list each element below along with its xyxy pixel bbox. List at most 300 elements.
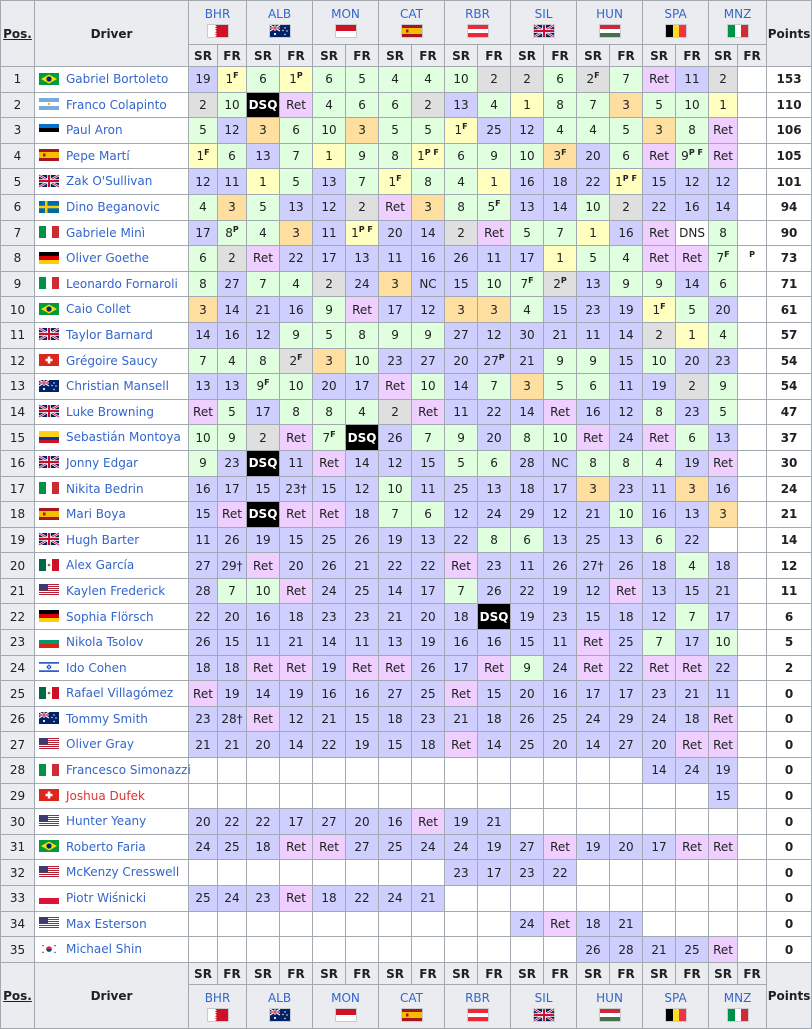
result-value: 25 bbox=[321, 532, 337, 547]
result-cell bbox=[511, 604, 544, 630]
result-cell bbox=[577, 118, 610, 144]
driver-name-link[interactable]: Michael Shin bbox=[66, 942, 142, 957]
round-code[interactable]: HUN bbox=[596, 991, 623, 1005]
result-cell bbox=[738, 630, 767, 656]
result-value: 9 bbox=[556, 353, 564, 368]
result-cell bbox=[189, 681, 218, 707]
result-value: 4 bbox=[622, 251, 630, 266]
result-value: 3 bbox=[457, 302, 465, 317]
result-cell bbox=[676, 246, 709, 272]
result-value: 20 bbox=[618, 840, 634, 855]
driver-name-link[interactable]: Jonny Edgar bbox=[66, 455, 139, 470]
result-cell bbox=[218, 92, 247, 118]
driver-name-link[interactable]: Mari Boya bbox=[66, 507, 126, 522]
result-cell bbox=[709, 425, 738, 451]
flag-uk-icon bbox=[39, 328, 61, 342]
result-cell bbox=[676, 630, 709, 656]
result-value: Ret bbox=[682, 840, 702, 855]
result-cell bbox=[313, 758, 346, 784]
result-value: 24 bbox=[618, 430, 634, 445]
result-cell bbox=[445, 886, 478, 912]
driver-name-link[interactable]: Caio Collet bbox=[66, 302, 131, 317]
result-cell bbox=[577, 783, 610, 809]
round-alb-header[interactable] bbox=[247, 1, 313, 45]
result-cell bbox=[511, 143, 544, 169]
driver-name-link[interactable]: Nikita Bedrin bbox=[66, 481, 144, 496]
result-value: 28 bbox=[618, 942, 634, 957]
result-cell bbox=[478, 553, 511, 579]
flag-australia-icon bbox=[269, 24, 291, 38]
result-cell bbox=[247, 834, 280, 860]
position-cell: 7 bbox=[1, 220, 35, 246]
result-cell bbox=[478, 143, 511, 169]
result-cell bbox=[676, 860, 709, 886]
driver-cell bbox=[35, 630, 189, 656]
round-code[interactable]: BHR bbox=[204, 7, 231, 21]
result-value: 3 bbox=[553, 149, 562, 164]
driver-cell bbox=[35, 476, 189, 502]
result-cell bbox=[280, 374, 313, 400]
result-value: 10 bbox=[321, 123, 337, 138]
result-cell bbox=[577, 450, 610, 476]
result-value: 13 bbox=[715, 430, 731, 445]
position-cell: 5 bbox=[1, 169, 35, 195]
result-cell bbox=[643, 732, 676, 758]
result-value: 2 bbox=[457, 225, 465, 240]
result-cell bbox=[577, 67, 610, 93]
driver-name-link[interactable]: Gabriel Bortoleto bbox=[66, 72, 169, 87]
result-cell bbox=[544, 732, 577, 758]
points-footer: Points bbox=[767, 963, 812, 1029]
round-cat-header[interactable] bbox=[379, 1, 445, 45]
result-cell bbox=[445, 937, 478, 963]
result-value: Ret bbox=[286, 891, 306, 906]
driver-name-link[interactable]: Sophia Flörsch bbox=[66, 609, 154, 624]
session-sr-header: SR bbox=[511, 45, 544, 67]
result-cell bbox=[313, 834, 346, 860]
result-value: 8 bbox=[225, 225, 233, 240]
result-cell bbox=[280, 886, 313, 912]
round-mon-footer[interactable] bbox=[313, 985, 379, 1029]
position-cell: 20 bbox=[1, 553, 35, 579]
position-cell: 15 bbox=[1, 425, 35, 451]
session-fr-header: FR bbox=[478, 45, 511, 67]
round-code[interactable]: SIL bbox=[534, 7, 553, 21]
result-value: 28 bbox=[195, 584, 211, 599]
result-cell bbox=[544, 476, 577, 502]
driver-name-link[interactable]: Hugh Barter bbox=[66, 532, 140, 547]
round-code[interactable]: RBR bbox=[465, 991, 490, 1005]
table-row bbox=[1, 527, 812, 553]
result-annotation: P bbox=[560, 276, 567, 286]
round-mon-header[interactable] bbox=[313, 1, 379, 45]
result-cell bbox=[189, 630, 218, 656]
round-cat-footer[interactable] bbox=[379, 985, 445, 1029]
table-row bbox=[1, 271, 812, 297]
result-cell bbox=[709, 220, 738, 246]
result-value: Ret bbox=[550, 916, 570, 931]
result-cell bbox=[346, 92, 379, 118]
driver-cell bbox=[35, 860, 189, 886]
driver-name-link[interactable]: Tommy Smith bbox=[66, 711, 148, 726]
round-sil-header[interactable] bbox=[511, 1, 577, 45]
result-cell bbox=[738, 937, 767, 963]
result-value: 17 bbox=[486, 865, 502, 880]
result-value: 5 bbox=[622, 123, 630, 138]
result-value: 18 bbox=[354, 507, 370, 522]
driver-name-link[interactable]: Dino Beganovic bbox=[66, 200, 160, 215]
round-hun-footer[interactable] bbox=[577, 985, 643, 1029]
round-code[interactable]: SPA bbox=[664, 991, 687, 1005]
result-cell bbox=[738, 758, 767, 784]
round-code[interactable]: CAT bbox=[400, 991, 424, 1005]
result-value: 15 bbox=[288, 532, 304, 547]
result-value: 22 bbox=[195, 609, 211, 624]
result-cell bbox=[577, 655, 610, 681]
result-cell bbox=[643, 578, 676, 604]
result-cell bbox=[280, 834, 313, 860]
round-bhr-header[interactable] bbox=[189, 1, 247, 45]
points-cell: 73 bbox=[767, 246, 812, 272]
result-value: 22 bbox=[354, 891, 370, 906]
result-cell bbox=[643, 143, 676, 169]
result-value: 2 bbox=[523, 72, 531, 87]
result-value: 7 bbox=[716, 251, 725, 266]
result-cell bbox=[189, 911, 218, 937]
round-spa-footer[interactable] bbox=[643, 985, 709, 1029]
result-value: 18 bbox=[224, 660, 240, 675]
driver-cell bbox=[35, 297, 189, 323]
result-value: 6 bbox=[523, 532, 531, 547]
result-value: 15 bbox=[224, 635, 240, 650]
result-cell bbox=[313, 297, 346, 323]
result-annotation: F bbox=[462, 122, 468, 132]
driver-name-link[interactable]: Gabriele Minì bbox=[66, 225, 146, 240]
table-row bbox=[1, 758, 812, 784]
driver-name-link[interactable]: Hunter Yeany bbox=[66, 814, 147, 829]
result-cell bbox=[412, 169, 445, 195]
driver-name-link[interactable]: Piotr Wiśnicki bbox=[66, 891, 147, 906]
result-value: 14 bbox=[519, 405, 535, 420]
driver-name-link[interactable]: Leonardo Fornaroli bbox=[66, 276, 178, 291]
result-cell bbox=[280, 630, 313, 656]
flag-belgium-icon bbox=[665, 1008, 687, 1022]
result-value: 22 bbox=[420, 558, 436, 573]
result-cell bbox=[709, 67, 738, 93]
result-cell bbox=[412, 553, 445, 579]
pos-header: Pos. bbox=[1, 1, 35, 67]
driver-name-link[interactable]: Roberto Faria bbox=[66, 839, 146, 854]
result-value: 4 bbox=[228, 353, 236, 368]
result-cell bbox=[346, 578, 379, 604]
driver-name-link[interactable]: Ido Cohen bbox=[66, 660, 127, 675]
result-cell bbox=[738, 67, 767, 93]
driver-name-link[interactable]: Max Esterson bbox=[66, 916, 147, 931]
result-value: 26 bbox=[321, 558, 337, 573]
result-cell bbox=[346, 194, 379, 220]
points-cell: 2 bbox=[767, 655, 812, 681]
round-alb-footer[interactable] bbox=[247, 985, 313, 1029]
result-value: 23 bbox=[354, 609, 370, 624]
result-cell bbox=[676, 911, 709, 937]
result-cell bbox=[218, 578, 247, 604]
result-cell bbox=[676, 655, 709, 681]
flag-estonia-icon bbox=[39, 124, 61, 138]
result-annotation: F bbox=[724, 250, 730, 260]
result-value: Ret bbox=[319, 456, 339, 471]
round-code[interactable]: MNZ bbox=[723, 7, 752, 21]
result-cell bbox=[709, 322, 738, 348]
result-cell bbox=[218, 118, 247, 144]
result-cell bbox=[577, 937, 610, 963]
round-mnz-header[interactable] bbox=[709, 1, 767, 45]
round-bhr-footer[interactable] bbox=[189, 985, 247, 1029]
result-cell bbox=[478, 860, 511, 886]
session-fr-footer: FR bbox=[218, 963, 247, 985]
result-annotation: F bbox=[660, 301, 666, 311]
result-cell bbox=[346, 399, 379, 425]
result-cell bbox=[445, 732, 478, 758]
result-value: Ret bbox=[286, 660, 306, 675]
result-value: Ret bbox=[352, 660, 372, 675]
result-cell bbox=[478, 450, 511, 476]
driver-cell bbox=[35, 578, 189, 604]
result-cell bbox=[610, 758, 643, 784]
result-value: 20 bbox=[651, 737, 667, 752]
flag-germany-icon bbox=[39, 252, 61, 266]
result-value: 11 bbox=[420, 481, 436, 496]
result-value: 26 bbox=[519, 712, 535, 727]
result-value: 9 bbox=[719, 379, 727, 394]
round-code[interactable]: SIL bbox=[534, 991, 553, 1005]
round-hun-header[interactable] bbox=[577, 1, 643, 45]
round-code[interactable]: SPA bbox=[664, 7, 687, 21]
result-value: 7 bbox=[622, 72, 630, 87]
result-cell bbox=[247, 758, 280, 784]
round-code[interactable]: ALB bbox=[267, 7, 292, 21]
result-cell bbox=[511, 706, 544, 732]
round-code[interactable]: ALB bbox=[267, 991, 292, 1005]
round-code[interactable]: MON bbox=[331, 7, 360, 21]
result-cell bbox=[478, 809, 511, 835]
result-value: Ret bbox=[352, 302, 372, 317]
result-cell bbox=[544, 706, 577, 732]
driver-name-link[interactable]: Sebastián Montoya bbox=[66, 430, 181, 445]
round-rbr-header[interactable] bbox=[445, 1, 511, 45]
result-value: 27 bbox=[483, 353, 499, 368]
table-row bbox=[1, 706, 812, 732]
flag-italy-icon bbox=[39, 277, 61, 291]
result-cell bbox=[577, 425, 610, 451]
result-cell bbox=[577, 476, 610, 502]
session-fr-header: FR bbox=[544, 45, 577, 67]
result-value: 5 bbox=[719, 405, 727, 420]
result-cell bbox=[643, 450, 676, 476]
result-cell bbox=[247, 92, 280, 118]
round-code[interactable]: BHR bbox=[204, 991, 231, 1005]
driver-name-link[interactable]: McKenzy Cresswell bbox=[66, 865, 180, 880]
result-cell bbox=[738, 220, 767, 246]
result-cell bbox=[445, 143, 478, 169]
driver-name-link[interactable]: Taylor Barnard bbox=[66, 327, 153, 342]
result-value: Ret bbox=[451, 558, 471, 573]
result-value: 3 bbox=[292, 225, 300, 240]
result-value: Ret bbox=[713, 149, 733, 164]
result-cell bbox=[247, 476, 280, 502]
result-value: 7 bbox=[228, 584, 236, 599]
result-value: 13 bbox=[354, 251, 370, 266]
result-value: Ret bbox=[286, 840, 306, 855]
result-value: 15 bbox=[651, 174, 667, 189]
result-cell bbox=[610, 322, 643, 348]
driver-name-link[interactable]: Nikola Tsolov bbox=[66, 635, 144, 650]
round-code[interactable]: CAT bbox=[400, 7, 424, 21]
driver-cell bbox=[35, 655, 189, 681]
pos-footer: Pos. bbox=[1, 963, 35, 1029]
result-cell bbox=[445, 860, 478, 886]
result-value: 5 bbox=[457, 456, 465, 471]
round-code[interactable]: HUN bbox=[596, 7, 623, 21]
result-annotation: P F bbox=[424, 148, 439, 158]
result-cell bbox=[577, 834, 610, 860]
driver-name-link[interactable]: Joshua Dufek bbox=[66, 788, 145, 803]
result-value: 8 bbox=[688, 123, 696, 138]
driver-cell bbox=[35, 169, 189, 195]
result-value: 8 bbox=[719, 225, 727, 240]
driver-name-link[interactable]: Oliver Gray bbox=[66, 737, 135, 752]
result-cell bbox=[478, 578, 511, 604]
result-cell bbox=[379, 886, 412, 912]
driver-name-link[interactable]: Luke Browning bbox=[66, 404, 155, 419]
table-row bbox=[1, 681, 812, 707]
result-cell bbox=[189, 834, 218, 860]
result-value: 19 bbox=[354, 737, 370, 752]
result-cell bbox=[577, 169, 610, 195]
flag-italy-icon bbox=[727, 1008, 749, 1022]
result-cell bbox=[738, 527, 767, 553]
result-value: 4 bbox=[292, 277, 300, 292]
result-cell bbox=[247, 911, 280, 937]
driver-name-link[interactable]: Grégoire Saucy bbox=[66, 353, 158, 368]
result-value: 26 bbox=[453, 251, 469, 266]
result-cell bbox=[445, 169, 478, 195]
result-cell bbox=[738, 783, 767, 809]
result-cell bbox=[445, 655, 478, 681]
result-value: 2 bbox=[391, 405, 399, 420]
result-cell bbox=[346, 143, 379, 169]
result-cell bbox=[218, 937, 247, 963]
driver-cell bbox=[35, 194, 189, 220]
table-row bbox=[1, 399, 812, 425]
result-cell bbox=[643, 655, 676, 681]
flag-brazil-icon bbox=[39, 73, 61, 87]
result-value: 6 bbox=[688, 430, 696, 445]
result-cell bbox=[511, 937, 544, 963]
result-cell bbox=[247, 527, 280, 553]
round-rbr-footer[interactable] bbox=[445, 985, 511, 1029]
result-cell bbox=[412, 886, 445, 912]
result-cell bbox=[643, 783, 676, 809]
driver-name-link[interactable]: Franco Colapinto bbox=[66, 97, 167, 112]
result-value: 16 bbox=[585, 405, 601, 420]
result-cell bbox=[247, 604, 280, 630]
round-mnz-footer[interactable] bbox=[709, 985, 767, 1029]
points-cell: 6 bbox=[767, 604, 812, 630]
driver-name-link[interactable]: Christian Mansell bbox=[66, 379, 169, 394]
result-cell bbox=[709, 732, 738, 758]
driver-name-link[interactable]: Francesco Simonazzi bbox=[66, 763, 191, 778]
position-cell: 14 bbox=[1, 399, 35, 425]
result-cell bbox=[709, 655, 738, 681]
result-value: 12 bbox=[651, 609, 667, 624]
round-sil-footer[interactable] bbox=[511, 985, 577, 1029]
result-cell bbox=[189, 297, 218, 323]
result-annotation: F bbox=[204, 148, 210, 158]
result-cell bbox=[709, 911, 738, 937]
result-cell bbox=[676, 169, 709, 195]
result-value: 11 bbox=[224, 174, 240, 189]
result-cell bbox=[610, 246, 643, 272]
round-code[interactable]: MON bbox=[331, 991, 360, 1005]
result-cell bbox=[676, 118, 709, 144]
result-cell bbox=[247, 67, 280, 93]
result-value: 17 bbox=[195, 225, 211, 240]
result-cell bbox=[738, 553, 767, 579]
driver-name-link[interactable]: Zak O'Sullivan bbox=[66, 174, 153, 189]
driver-name-link[interactable]: Rafael Villagómez bbox=[66, 686, 174, 701]
table-row bbox=[1, 809, 812, 835]
result-cell bbox=[676, 527, 709, 553]
driver-name-link[interactable]: Pepe Martí bbox=[66, 148, 130, 163]
result-cell bbox=[218, 783, 247, 809]
result-value: 2 bbox=[688, 379, 696, 394]
position-cell: 12 bbox=[1, 348, 35, 374]
result-cell bbox=[346, 527, 379, 553]
result-cell bbox=[577, 143, 610, 169]
result-cell bbox=[218, 322, 247, 348]
result-cell bbox=[412, 374, 445, 400]
round-code[interactable]: MNZ bbox=[723, 991, 752, 1005]
result-cell bbox=[676, 220, 709, 246]
result-cell bbox=[189, 220, 218, 246]
result-cell bbox=[313, 220, 346, 246]
driver-name-link[interactable]: Kaylen Frederick bbox=[66, 583, 166, 598]
result-cell bbox=[189, 502, 218, 528]
result-cell bbox=[412, 630, 445, 656]
session-sr-header: SR bbox=[577, 45, 610, 67]
driver-name-link[interactable]: Paul Aron bbox=[66, 123, 123, 138]
driver-name-link[interactable]: Alex García bbox=[66, 558, 135, 573]
result-cell bbox=[346, 553, 379, 579]
round-code[interactable]: RBR bbox=[465, 7, 490, 21]
result-cell bbox=[511, 297, 544, 323]
result-cell bbox=[676, 578, 709, 604]
result-cell bbox=[412, 246, 445, 272]
result-value: 4 bbox=[719, 328, 727, 343]
result-value: 21 bbox=[288, 635, 304, 650]
result-cell bbox=[189, 194, 218, 220]
result-value: Ret bbox=[649, 660, 669, 675]
points-cell: 0 bbox=[767, 758, 812, 784]
result-value: 21 bbox=[715, 584, 731, 599]
result-cell bbox=[189, 322, 218, 348]
result-value: 2 bbox=[199, 97, 207, 112]
result-value: 6 bbox=[325, 72, 333, 87]
round-spa-header[interactable] bbox=[643, 1, 709, 45]
result-value: 23 bbox=[684, 405, 700, 420]
result-value: 10 bbox=[224, 97, 240, 112]
driver-name-link[interactable]: Oliver Goethe bbox=[66, 251, 150, 266]
